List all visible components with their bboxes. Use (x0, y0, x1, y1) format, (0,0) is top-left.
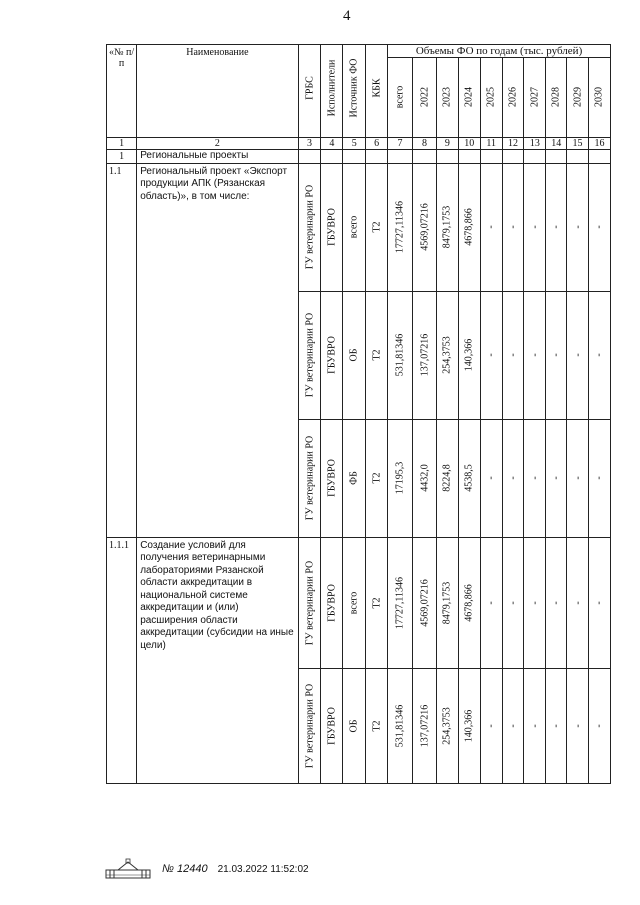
year-2029-cell: - (572, 353, 584, 357)
cell-wrap (567, 669, 588, 783)
project-num: 1.1 (107, 163, 137, 537)
executor-cell-container (321, 419, 343, 537)
header-year: 2022 (419, 87, 431, 107)
grbs-cell-container (298, 419, 321, 537)
header-num: «№ п/п (107, 45, 137, 138)
cell-wrap (459, 420, 480, 537)
source-cell-container (343, 419, 366, 537)
year-2023-cell: 8479,1753 (441, 205, 453, 249)
cell-wrap (366, 538, 387, 668)
total-cell-container (388, 163, 413, 291)
year-2024-cell-container (458, 419, 480, 537)
year-2025-cell-container (480, 537, 502, 668)
grbs-cell: ГУ ветеринарии РО (304, 435, 315, 521)
year-2023-cell-container (436, 291, 458, 419)
year-2030-cell-container (588, 668, 610, 783)
year-2030-cell-container (588, 291, 610, 419)
year-2025-cell: - (485, 225, 497, 229)
cell-wrap (299, 164, 321, 291)
government-building-stamp-icon (104, 858, 152, 880)
executor-cell-container (321, 163, 343, 291)
cell-wrap (503, 669, 524, 783)
year-2029-cell-container (567, 537, 589, 668)
cell-wrap (343, 164, 365, 291)
year-2022-cell: 137,07216 (419, 333, 431, 377)
header-volumes: Объемы ФО по годам (тыс. рублей) (388, 45, 611, 58)
cell-wrap (567, 164, 588, 291)
grbs-cell-container (298, 668, 321, 783)
header-year: 2026 (507, 87, 519, 107)
year-2030-cell: - (593, 476, 605, 480)
cell-wrap (524, 292, 545, 419)
year-2028-cell: - (550, 600, 562, 605)
year-2028-cell-container (546, 291, 567, 419)
cell-wrap (481, 420, 502, 537)
cell-wrap (321, 420, 342, 537)
year-2027-cell-container (524, 163, 546, 291)
header-year: 2028 (550, 87, 562, 107)
total-cell-container (388, 291, 413, 419)
source-cell: ОБ (348, 348, 360, 362)
source-cell-container (343, 291, 366, 419)
cell-wrap (388, 292, 412, 419)
year-2023-cell: 254,3753 (441, 706, 453, 745)
year-2026-cell: - (507, 353, 519, 357)
header-year: 2029 (572, 87, 584, 107)
year-2025-cell: - (485, 476, 497, 480)
cell-wrap (366, 669, 387, 783)
year-2025-cell: - (485, 723, 497, 728)
executor-cell-container (321, 537, 343, 668)
cell-wrap (413, 164, 436, 291)
cell-wrap (343, 669, 365, 783)
year-2029-cell-container (567, 668, 589, 783)
year-2027-cell: - (529, 225, 541, 229)
page-number: 4 (343, 8, 351, 24)
executor-cell: ГБУВРО (326, 706, 338, 745)
cell-wrap (437, 420, 458, 537)
year-2030-cell-container (588, 537, 610, 668)
col-number: 3 (298, 138, 321, 150)
cell-wrap (567, 420, 588, 537)
year-2030-cell: - (593, 600, 605, 605)
year-2022-cell-container (413, 163, 437, 291)
total-cell: 17195,3 (394, 461, 406, 495)
cell-wrap (524, 538, 545, 668)
year-2024-cell-container (458, 537, 480, 668)
kbk-cell: Т2 (371, 472, 383, 484)
year-2022-cell: 4569,07216 (419, 203, 431, 251)
cell-wrap (321, 292, 342, 419)
cell-wrap (343, 538, 365, 668)
year-2022-cell-container (413, 291, 437, 419)
total-cell-container (388, 668, 413, 783)
cell-wrap (503, 164, 524, 291)
cell-wrap (546, 538, 566, 668)
kbk-cell-container (366, 537, 388, 668)
col-number: 16 (588, 138, 610, 150)
cell-wrap (299, 538, 321, 668)
year-2029-cell: - (572, 600, 584, 605)
year-2025-cell-container (480, 163, 502, 291)
total-cell: 17727,11346 (394, 200, 406, 254)
cell-wrap (343, 420, 365, 537)
project-name: Региональный проект «Экспорт продукции АПК (Рязанская область)», в том числе: (137, 163, 298, 537)
section-row (107, 150, 611, 164)
year-2028-cell: - (550, 476, 562, 480)
col-number: 15 (567, 138, 589, 150)
year-2022-cell-container (413, 419, 437, 537)
executor-cell-container (321, 668, 343, 783)
year-2028-cell: - (550, 353, 562, 357)
cell-wrap (437, 164, 458, 291)
year-2025-cell-container (480, 668, 502, 783)
year-2028-cell: - (550, 723, 562, 728)
cell-wrap (388, 538, 412, 668)
cell-wrap (481, 164, 502, 291)
total-cell: 17727,11346 (394, 576, 406, 629)
year-2029-cell-container (567, 291, 589, 419)
year-2024-cell: 4538,5 (463, 464, 475, 492)
cell-wrap (589, 669, 610, 783)
source-cell-container (343, 163, 366, 291)
cell-wrap (366, 420, 387, 537)
cell-wrap (321, 669, 342, 783)
cell-wrap (567, 292, 588, 419)
cell-wrap (459, 164, 480, 291)
header-year: 2023 (441, 87, 453, 107)
executor-cell: ГБУВРО (326, 208, 338, 246)
project-row (107, 163, 611, 291)
section-name: Региональные проекты (137, 150, 298, 164)
cell-wrap (299, 420, 321, 537)
year-2026-cell: - (507, 476, 519, 480)
executor-cell: ГБУВРО (326, 583, 338, 622)
year-2022-cell: 4432,0 (419, 464, 431, 492)
cell-wrap (503, 292, 524, 419)
header-total: всего (394, 85, 406, 109)
cell-wrap (459, 669, 480, 783)
subproject-name: Создание условий для получения ветеринарными лабораториями Рязанской области аккредитации в национальной системе аккредитации и (или) расширения области аккредитации (субсидии на иные цели) (137, 537, 298, 783)
header-source: Источник ФО (348, 58, 360, 118)
cell-wrap (459, 292, 480, 419)
cell-wrap (388, 164, 412, 291)
cell-wrap (481, 669, 502, 783)
header-kbk: КБК (371, 78, 383, 98)
year-2027-cell: - (529, 476, 541, 480)
year-2023-cell: 8479,1753 (441, 581, 453, 624)
year-2023-cell-container (436, 163, 458, 291)
year-2030-cell-container (588, 163, 610, 291)
year-2028-cell-container (546, 668, 567, 783)
year-2027-cell-container (524, 291, 546, 419)
year-2027-cell-container (524, 537, 546, 668)
cell-wrap (503, 538, 524, 668)
grbs-cell: ГУ ветеринарии РО (304, 683, 315, 768)
cell-wrap (481, 538, 502, 668)
year-2025-cell: - (485, 600, 497, 605)
year-2026-cell: - (507, 600, 519, 605)
year-2027-cell-container (524, 668, 546, 783)
year-2026-cell: - (507, 225, 519, 229)
year-2026-cell-container (502, 668, 524, 783)
year-2030-cell: - (593, 723, 605, 728)
col-number: 9 (436, 138, 458, 150)
grbs-cell: ГУ ветеринарии РО (304, 184, 315, 270)
total-cell: 531,81346 (394, 333, 406, 377)
kbk-cell: Т2 (371, 349, 383, 361)
cell-wrap (413, 669, 436, 783)
cell-wrap (567, 538, 588, 668)
cell-wrap (437, 669, 458, 783)
kbk-cell: Т2 (371, 221, 383, 233)
kbk-cell: Т2 (371, 596, 383, 609)
source-cell-container (343, 668, 366, 783)
year-2025-cell: - (485, 353, 497, 357)
source-cell: ФБ (348, 471, 360, 485)
cell-wrap (546, 420, 566, 537)
header-year: 2025 (485, 87, 497, 107)
total-cell-container (388, 537, 413, 668)
year-2026-cell: - (507, 723, 519, 728)
year-2024-cell-container (458, 291, 480, 419)
year-2029-cell: - (572, 476, 584, 480)
col-number: 10 (458, 138, 480, 150)
total-cell: 531,81346 (394, 704, 406, 747)
source-cell: ОБ (348, 719, 360, 732)
year-2027-cell: - (529, 600, 541, 605)
year-2023-cell-container (436, 537, 458, 668)
col-number: 6 (366, 138, 388, 150)
header-year: 2024 (463, 87, 475, 107)
col-number: 11 (480, 138, 502, 150)
col-number: 7 (388, 138, 413, 150)
executor-cell: ГБУВРО (326, 459, 338, 497)
executor-cell-container (321, 291, 343, 419)
cell-wrap (437, 292, 458, 419)
year-2023-cell-container (436, 668, 458, 783)
year-2025-cell-container (480, 291, 502, 419)
cell-wrap (459, 538, 480, 668)
cell-wrap (413, 292, 436, 419)
year-2028-cell-container (546, 163, 567, 291)
source-cell: всего (348, 215, 360, 239)
cell-wrap (388, 669, 412, 783)
header-year: 2030 (593, 87, 605, 107)
header-executors: Исполнители (326, 59, 338, 117)
year-2029-cell-container (567, 419, 589, 537)
year-2026-cell-container (502, 419, 524, 537)
year-2029-cell: - (572, 723, 584, 728)
year-2028-cell-container (546, 537, 567, 668)
year-2028-cell-container (546, 419, 567, 537)
cell-wrap (366, 164, 387, 291)
kbk-cell-container (366, 163, 388, 291)
cell-wrap (524, 420, 545, 537)
col-number: 2 (137, 138, 298, 150)
kbk-cell-container (366, 668, 388, 783)
year-2027-cell-container (524, 419, 546, 537)
cell-wrap (589, 164, 610, 291)
col-number: 12 (502, 138, 524, 150)
doc-number: № 12440 (162, 863, 208, 875)
grbs-cell: ГУ ветеринарии РО (304, 312, 315, 398)
financing-table (106, 44, 611, 784)
grbs-cell: ГУ ветеринарии РО (304, 560, 315, 645)
header-grbs: ГРБС (304, 76, 315, 100)
year-2024-cell: 140,366 (463, 338, 475, 372)
executor-cell: ГБУВРО (326, 336, 338, 374)
col-number: 13 (524, 138, 546, 150)
cell-wrap (388, 420, 412, 537)
col-number: 1 (107, 138, 137, 150)
year-2030-cell-container (588, 419, 610, 537)
cell-wrap (413, 538, 436, 668)
grbs-cell-container (298, 291, 321, 419)
year-2023-cell: 254,3753 (441, 336, 453, 374)
doc-datetime: 21.03.2022 11:52:02 (217, 863, 309, 875)
source-cell: всего (348, 591, 360, 614)
col-number: 4 (321, 138, 343, 150)
year-2024-cell: 140,366 (463, 709, 475, 742)
column-number-row (107, 138, 611, 150)
cell-wrap (546, 164, 566, 291)
year-2022-cell: 4569,07216 (419, 578, 431, 627)
year-2025-cell-container (480, 419, 502, 537)
cell-wrap (524, 669, 545, 783)
year-2027-cell: - (529, 353, 541, 357)
cell-wrap (481, 292, 502, 419)
cell-wrap (413, 420, 436, 537)
year-2030-cell: - (593, 353, 605, 357)
col-number: 5 (343, 138, 366, 150)
cell-wrap (437, 538, 458, 668)
total-cell-container (388, 419, 413, 537)
year-2024-cell: 4678,866 (463, 583, 475, 622)
cell-wrap (299, 292, 321, 419)
cell-wrap (299, 669, 321, 783)
year-2024-cell-container (458, 668, 480, 783)
kbk-cell: Т2 (371, 719, 383, 732)
subproject-num: 1.1.1 (107, 537, 137, 783)
year-2023-cell-container (436, 419, 458, 537)
kbk-cell-container (366, 291, 388, 419)
header-name: Наименование (137, 45, 298, 138)
col-number: 8 (413, 138, 437, 150)
cell-wrap (321, 164, 342, 291)
col-number: 14 (546, 138, 567, 150)
year-2022-cell-container (413, 537, 437, 668)
cell-wrap (321, 538, 342, 668)
cell-wrap (589, 292, 610, 419)
kbk-cell-container (366, 419, 388, 537)
cell-wrap (524, 164, 545, 291)
year-2026-cell-container (502, 537, 524, 668)
year-2022-cell-container (413, 668, 437, 783)
cell-wrap (546, 292, 566, 419)
year-2023-cell: 8224,8 (441, 464, 453, 492)
cell-wrap (546, 669, 566, 783)
grbs-cell-container (298, 163, 321, 291)
section-num: 1 (107, 150, 137, 164)
cell-wrap (589, 538, 610, 668)
year-2026-cell-container (502, 291, 524, 419)
header-year: 2027 (529, 87, 541, 107)
cell-wrap (343, 292, 365, 419)
year-2027-cell: - (529, 723, 541, 728)
year-2029-cell-container (567, 163, 589, 291)
source-cell-container (343, 537, 366, 668)
footer (104, 858, 309, 880)
cell-wrap (503, 420, 524, 537)
year-2024-cell: 4678,866 (463, 208, 475, 246)
year-2029-cell: - (572, 225, 584, 229)
year-2022-cell: 137,07216 (419, 704, 431, 747)
year-2026-cell-container (502, 163, 524, 291)
grbs-cell-container (298, 537, 321, 668)
year-2030-cell: - (593, 225, 605, 229)
subproject-row (107, 537, 611, 668)
cell-wrap (366, 292, 387, 419)
cell-wrap (589, 420, 610, 537)
year-2028-cell: - (550, 225, 562, 229)
year-2024-cell-container (458, 163, 480, 291)
